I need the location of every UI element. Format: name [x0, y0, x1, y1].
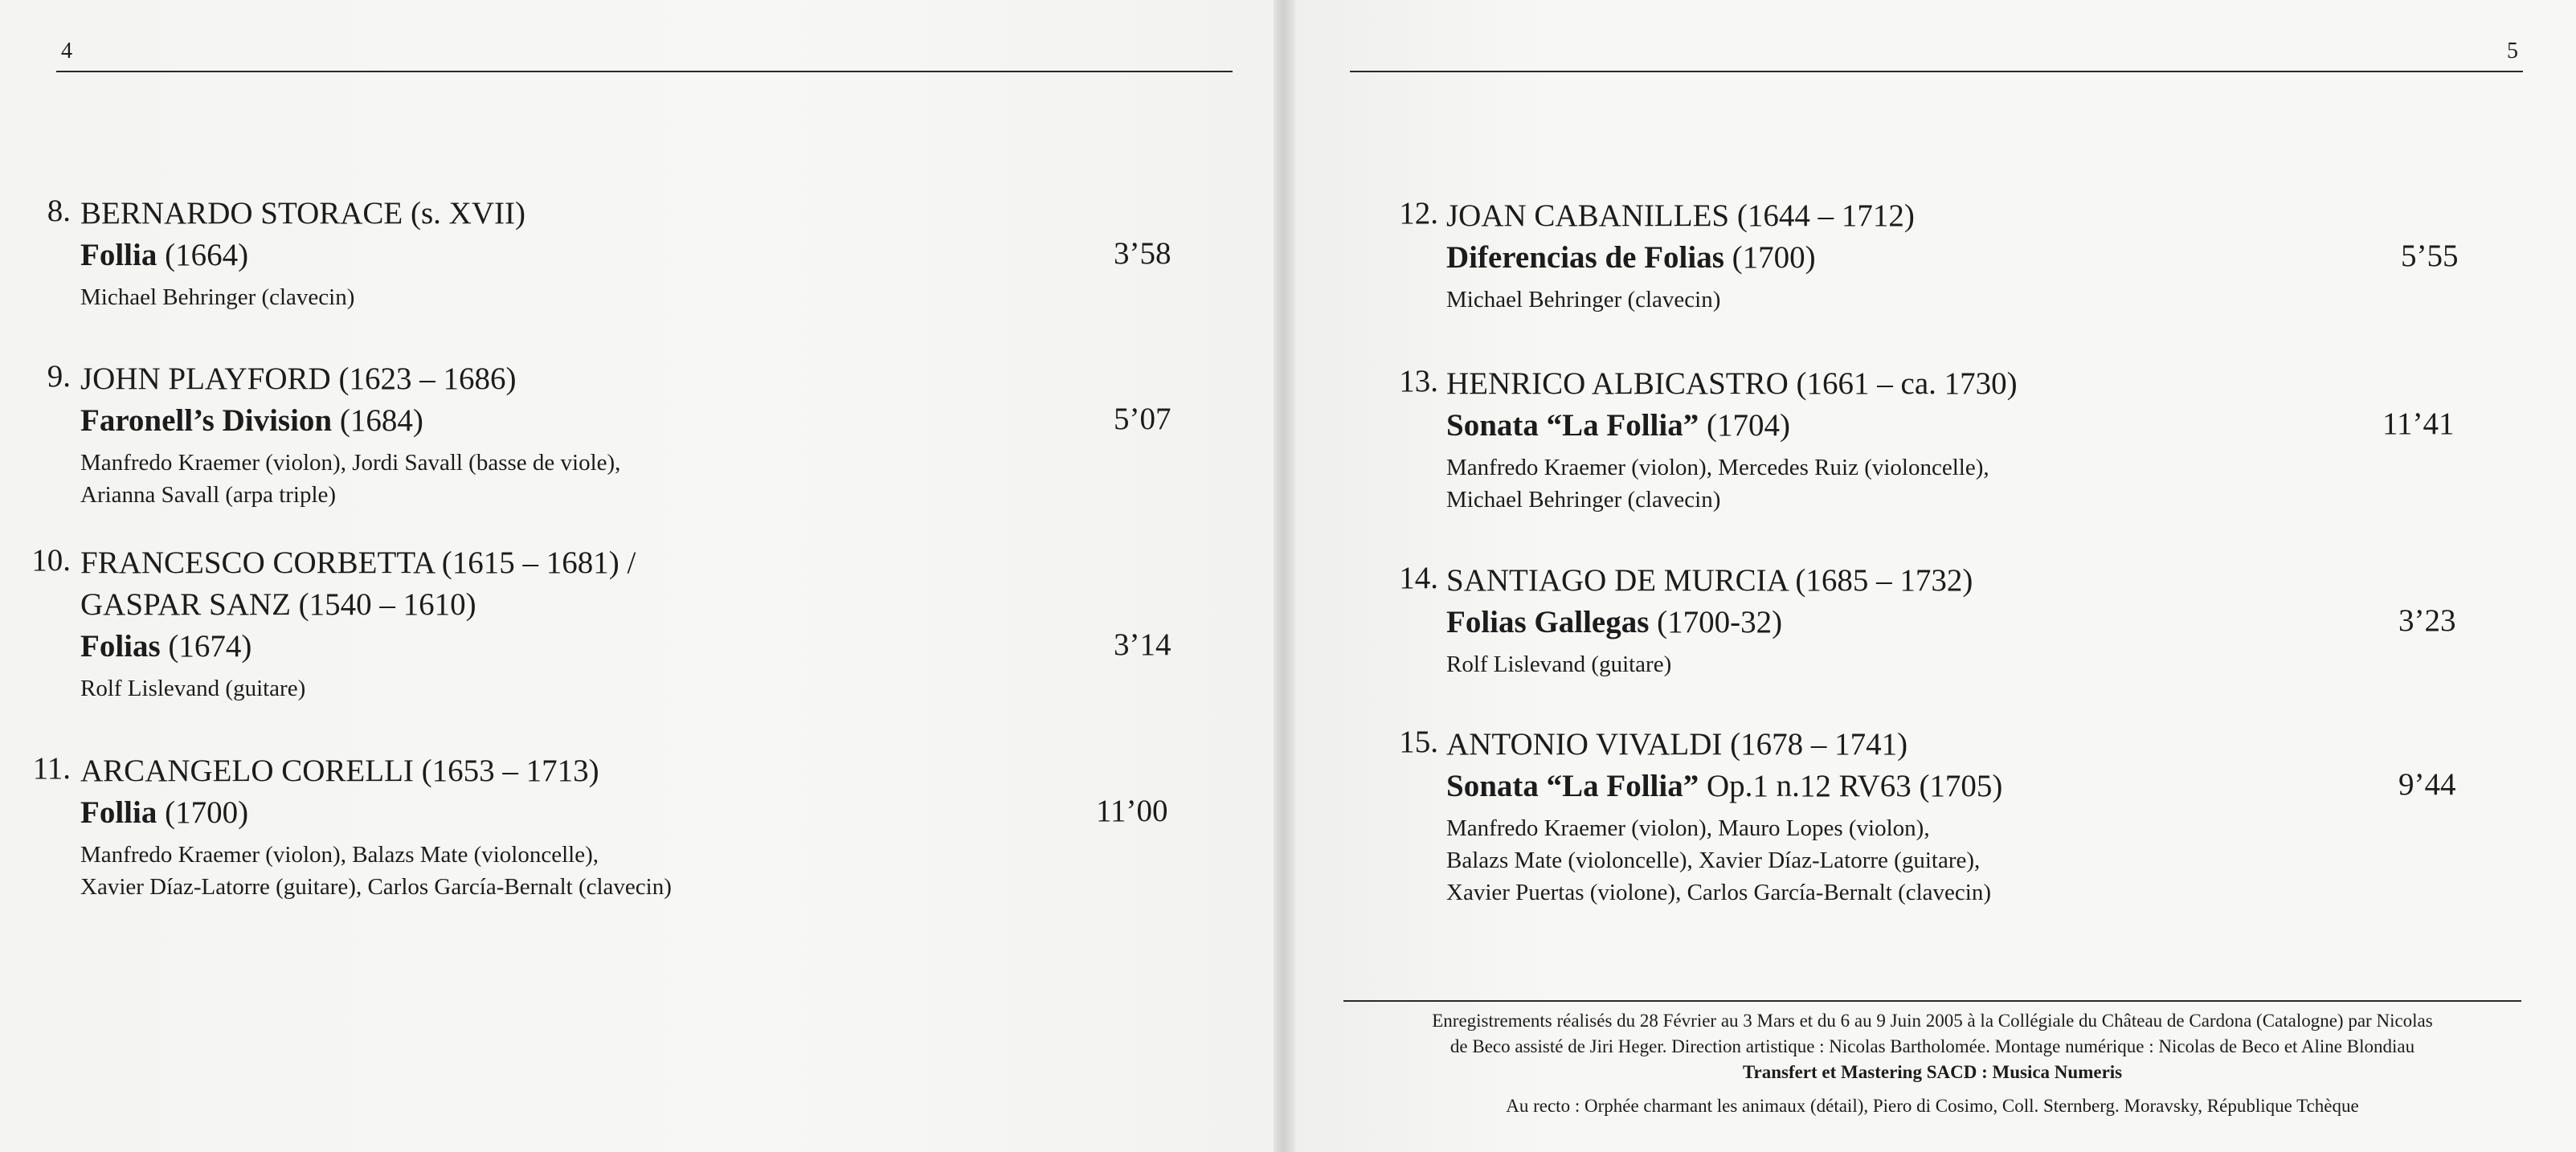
- track-number: 12.: [1399, 196, 1438, 231]
- performer-line: Michael Behringer (clavecin): [1446, 287, 1721, 313]
- page-number-right: 5: [2507, 39, 2518, 63]
- track-duration: 11’41: [2382, 406, 2455, 441]
- track-title: Diferencias de Folias: [1446, 240, 1724, 275]
- track-year: (1664): [157, 238, 249, 272]
- track-work: [1446, 405, 2018, 447]
- track-title: Follia: [80, 238, 157, 272]
- track-duration: 5’07: [1114, 402, 1171, 436]
- track-work: [80, 400, 620, 442]
- track-entry: [47, 358, 621, 511]
- performer-line: Xavier Puertas (violone), Carlos García-Bernalt (clavecin): [1446, 880, 1991, 905]
- performer-line: Balazs Mate (violoncelle), Xavier Díaz-Latorre (guitare),: [1446, 848, 1981, 873]
- track-composer: JOAN CABANILLES (1644 – 1712): [1446, 198, 1915, 233]
- recording-credits: [1343, 1008, 2521, 1119]
- track-duration: 5’55: [2401, 239, 2459, 273]
- track-number: 14.: [1399, 561, 1438, 595]
- track-duration: 11’00: [1096, 794, 1168, 828]
- track-duration: 9’44: [2398, 767, 2456, 802]
- track-number: 8.: [47, 194, 71, 228]
- track-number: 11.: [32, 751, 71, 786]
- performer-line: Manfredo Kraemer (violon), Mercedes Ruiz (violoncelle),: [1446, 455, 1989, 480]
- track-year: (1700): [157, 795, 249, 830]
- track-year: (1700-32): [1649, 605, 1783, 639]
- mastering-credit: Transfert et Mastering SACD : Musica Numeris: [1742, 1062, 2123, 1082]
- track-work: [1446, 602, 1973, 643]
- track-work: [1446, 237, 1915, 279]
- track-entry: [1399, 560, 1973, 680]
- track-title: Follia: [80, 795, 157, 830]
- track-year: (1704): [1699, 408, 1790, 443]
- track-work: [1446, 766, 2002, 807]
- track-performers: [80, 839, 672, 903]
- track-performers: [1446, 451, 2018, 516]
- track-composer: BERNARDO STORACE (s. XVII): [80, 196, 525, 231]
- performer-line: Michael Behringer (clavecin): [1446, 487, 1721, 513]
- track-entry: [31, 542, 636, 705]
- track-composer-secondary: GASPAR SANZ (1540 – 1610): [80, 587, 476, 622]
- performer-line: Rolf Lislevand (guitare): [1446, 652, 1672, 677]
- track-title: Sonata “La Follia”: [1446, 769, 1699, 803]
- track-number: 13.: [1399, 364, 1438, 398]
- performer-line: Michael Behringer (clavecin): [80, 284, 355, 310]
- track-work: [80, 235, 525, 276]
- track-year: (1684): [332, 403, 423, 438]
- cover-art-credit: Au recto : Orphée charmant les animaux (détail), Piero di Cosimo, Coll. Sternberg. Moravsky, République Tchèque: [1506, 1096, 2359, 1116]
- credits-line: de Beco assisté de Jiri Heger. Direction artistique : Nicolas Bartholomée. Montage numérique : Nicolas de Beco et Aline Blondiau: [1450, 1036, 2415, 1056]
- footer-rule: [1343, 1000, 2521, 1002]
- track-number: 10.: [31, 543, 71, 578]
- track-duration: 3’23: [2398, 603, 2456, 638]
- track-duration: 3’58: [1114, 236, 1171, 271]
- track-work: [80, 792, 672, 834]
- track-entry: [1399, 363, 2018, 516]
- track-year: Op.1 n.12 RV63 (1705): [1699, 769, 2003, 803]
- track-performers: [1446, 648, 1973, 680]
- header-rule-right: [1350, 71, 2523, 72]
- track-composer: ARCANGELO CORELLI (1653 – 1713): [80, 754, 599, 788]
- performer-line: Manfredo Kraemer (violon), Jordi Savall (basse de viole),: [80, 450, 621, 476]
- track-composer: SANTIAGO DE MURCIA (1685 – 1732): [1446, 563, 1973, 598]
- track-performers: [80, 672, 636, 705]
- track-performers: [80, 447, 620, 511]
- track-duration: 3’14: [1114, 627, 1171, 662]
- performer-line: Xavier Díaz-Latorre (guitare), Carlos García-Bernalt (clavecin): [80, 874, 672, 900]
- track-year: (1700): [1723, 240, 1816, 275]
- track-performers: [1446, 812, 2002, 909]
- performer-line: Rolf Lislevand (guitare): [80, 676, 306, 701]
- track-work: [80, 626, 636, 668]
- page-number-left: 4: [61, 39, 72, 63]
- performer-line: Arianna Savall (arpa triple): [80, 482, 337, 508]
- booklet-spine: [1274, 0, 1295, 1152]
- performer-line: Manfredo Kraemer (violon), Mauro Lopes (violon),: [1446, 815, 1930, 841]
- track-year: (1674): [160, 629, 252, 664]
- track-entry: [1399, 195, 1915, 316]
- track-title: Folias Gallegas: [1446, 605, 1650, 639]
- track-title: Folias: [80, 629, 161, 664]
- track-composer: FRANCESCO CORBETTA (1615 – 1681) /: [80, 545, 636, 580]
- track-composer: JOHN PLAYFORD (1623 – 1686): [80, 362, 517, 396]
- track-entry: [32, 750, 672, 903]
- track-composer: ANTONIO VIVALDI (1678 – 1741): [1446, 727, 1908, 762]
- track-composer: HENRICO ALBICASTRO (1661 – ca. 1730): [1446, 366, 2018, 401]
- track-performers: [1446, 284, 1915, 316]
- track-performers: [80, 281, 525, 313]
- track-entry: [47, 193, 525, 313]
- credits-line: Enregistrements réalisés du 28 Février au 3 Mars et du 6 au 9 Juin 2005 à la Collégiale du Château de Cardona (Catalogne) par Nicolas: [1432, 1011, 2433, 1031]
- track-title: Faronell’s Division: [80, 403, 333, 438]
- performer-line: Manfredo Kraemer (violon), Balazs Mate (violoncelle),: [80, 842, 599, 868]
- header-rule-left: [56, 71, 1233, 72]
- track-number: 9.: [47, 359, 71, 394]
- track-entry: [1399, 724, 2003, 909]
- track-number: 15.: [1399, 725, 1438, 759]
- track-title: Sonata “La Follia”: [1446, 408, 1699, 443]
